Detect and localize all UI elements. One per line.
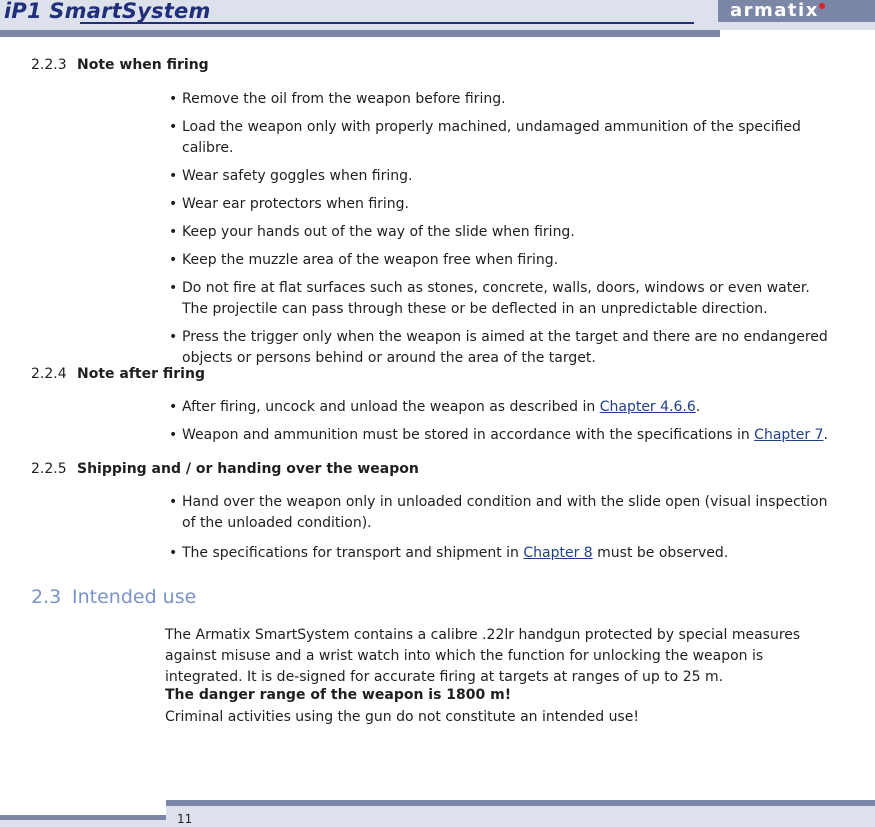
danger-range-warning: The danger range of the weapon is 1800 m! xyxy=(165,687,512,703)
footer-shadow xyxy=(166,800,875,806)
list-item: • Load the weapon only with properly machined, undamaged ammunition of the specified calibre. xyxy=(169,117,839,159)
section-number: 2.2.5 xyxy=(31,461,67,477)
page-number: 11 xyxy=(177,812,193,826)
document-title: iP1 SmartSystem xyxy=(4,0,211,23)
list-item: • Wear ear protectors when firing. xyxy=(169,194,839,215)
list-item: • Keep the muzzle area of the weapon free when firing. xyxy=(169,250,839,271)
list-item xyxy=(169,425,839,446)
shipping-list xyxy=(169,492,839,564)
list-item-text: The specifications for transport and shipment in xyxy=(182,545,524,561)
section-title: Shipping and / or handing over the weapon xyxy=(77,461,419,477)
chapter-4-6-6-link[interactable]: Chapter 4.6.6 xyxy=(599,399,696,415)
section-number: 2.2.4 xyxy=(31,366,67,382)
criminal-use-paragraph: Criminal activities using the gun do not constitute an intended use! xyxy=(165,709,639,725)
section-title: Intended use xyxy=(72,586,197,608)
list-item: • Wear safety goggles when firing. xyxy=(169,166,839,187)
section-number: 2.3 xyxy=(31,586,62,608)
page-header xyxy=(0,0,875,40)
list-item-text: Weapon and ammunition must be stored in accordance with the specifications in xyxy=(182,427,755,443)
intended-use-paragraph: The Armatix SmartSystem contains a calibre .22lr handgun protected by special measures against misuse and a wrist watch into which the function for unlocking the weapon is integrated. It is de-signed for accurate firing at targets at ranges of up to 25 m. xyxy=(165,627,801,685)
chapter-7-link[interactable]: Chapter 7 xyxy=(754,427,824,443)
list-item-end: . xyxy=(823,427,828,443)
footer-left-shadow xyxy=(0,815,166,820)
list-item: • Do not fire at flat surfaces such as stones, concrete, walls, doors, windows or even water. The projectile can pass through these or be deflected in an unpredictable direction. xyxy=(169,278,839,320)
list-item-text: After firing, uncock and unload the weapon as described in xyxy=(182,399,600,415)
chapter-8-link[interactable]: Chapter 8 xyxy=(523,545,593,561)
section-heading-2-3 xyxy=(31,586,196,608)
list-item: • Press the trigger only when the weapon is aimed at the target and there are no endangered objects or persons behind or around the area of the target. xyxy=(169,327,839,369)
after-firing-list xyxy=(169,397,839,446)
list-item-end: . xyxy=(695,399,701,415)
section-heading-2-2-5 xyxy=(31,461,419,477)
footer-left-block xyxy=(0,800,166,815)
header-shadow xyxy=(0,30,720,37)
list-item-end: must be observed. xyxy=(592,545,729,561)
section-heading-2-2-3 xyxy=(31,57,209,73)
armatix-logo: armatix xyxy=(730,0,819,21)
section-title: Note when firing xyxy=(77,57,209,73)
section-number: 2.2.3 xyxy=(31,57,67,73)
list-item: • Hand over the weapon only in unloaded condition and with the slide open (visual inspection of the unloaded condition). xyxy=(169,492,839,534)
list-item: • Keep your hands out of the way of the slide when firing. xyxy=(169,222,839,243)
list-item xyxy=(169,397,839,418)
section-title: Note after firing xyxy=(77,366,205,382)
list-item: • Remove the oil from the weapon before firing. xyxy=(169,89,839,110)
section-heading-2-2-4 xyxy=(31,366,205,382)
logo-dot-icon xyxy=(819,3,825,9)
firing-notes-list xyxy=(169,89,839,369)
list-item xyxy=(169,543,839,564)
